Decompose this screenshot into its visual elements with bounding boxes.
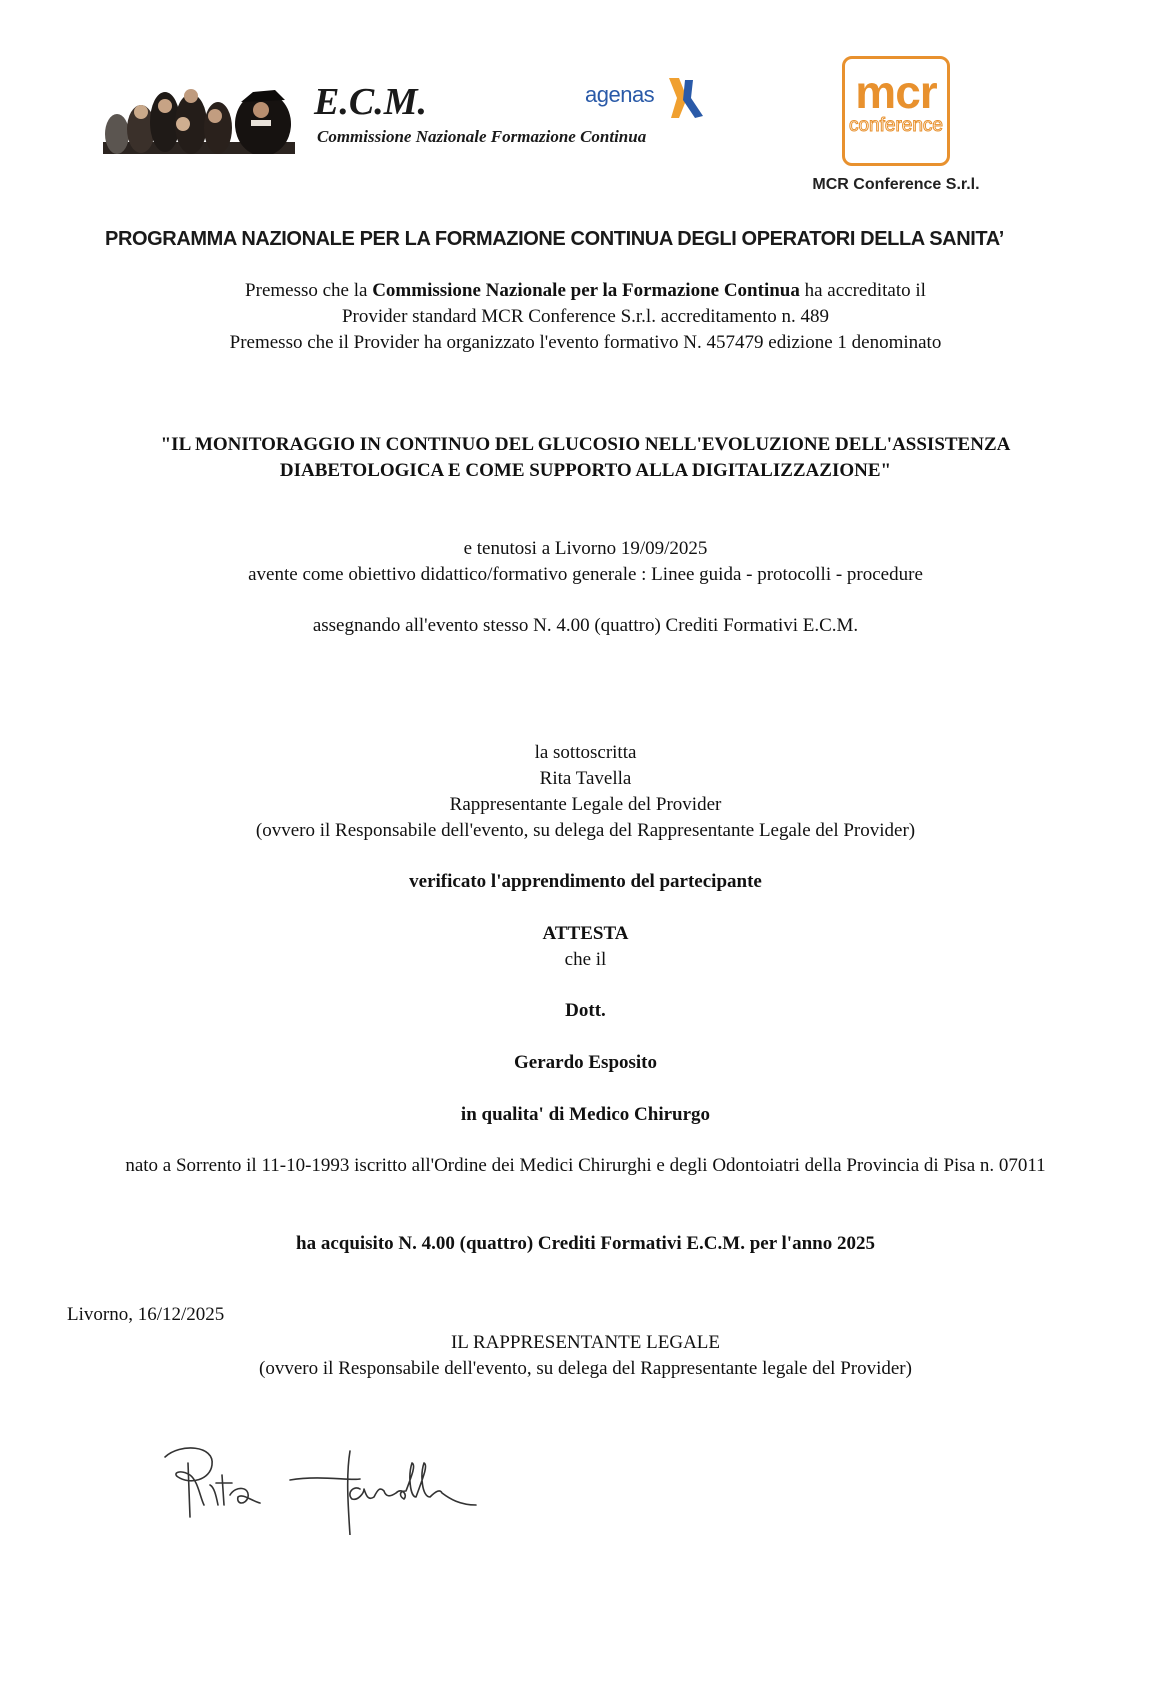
credits-acquired: ha acquisito N. 4.00 (quattro) Crediti Formativi E.C.M. per l'anno 2025 <box>296 1233 875 1254</box>
intro-line-1 <box>0 279 1171 303</box>
che-il: che il <box>564 949 607 970</box>
program-title: PROGRAMMA NAZIONALE PER LA FORMAZIONE CONTINUA DEGLI OPERATORI DELLA SANITA’ <box>105 228 1004 250</box>
signature <box>160 1435 480 1540</box>
verified-text: verificato l'apprendimento del partecipante <box>409 871 762 892</box>
intro-line-3: Premesso che il Provider ha organizzato l'evento formativo N. 457479 edizione 1 denominato <box>229 332 942 353</box>
signatory-intro: la sottoscritta <box>534 742 637 763</box>
intro-text: ha accreditato il <box>799 280 926 301</box>
legal-rep-note: (ovvero il Responsabile dell'evento, su delega del Rappresentante legale del Provider) <box>259 1358 912 1379</box>
ecm-figures-logo <box>103 84 295 154</box>
participant-title: Dott. <box>565 1000 606 1021</box>
participant-name: Gerardo Esposito <box>513 1052 658 1073</box>
legal-rep-heading: IL RAPPRESENTANTE LEGALE <box>450 1332 721 1353</box>
signatory-role: Rappresentante Legale del Provider <box>449 794 722 815</box>
ecm-subtitle: Commissione Nazionale Formazione Continua <box>317 127 647 146</box>
ecm-logo-text: E.C.M. <box>314 81 427 123</box>
mcr-logo-bottom: conference <box>848 115 943 136</box>
participant-qualification: in qualita' di Medico Chirurgo <box>460 1104 711 1125</box>
participant-details: nato a Sorrento il 11-10-1993 iscritto all'Ordine dei Medici Chirurghi e degli Odontoiatri della Provincia di Pisa n. 07011 <box>125 1155 1046 1176</box>
event-title-line-2: DIABETOLOGICA E COME SUPPORTO ALLA DIGITALIZZAZIONE" <box>279 460 892 481</box>
event-objective: avente come obiettivo didattico/formativo generale : Linee guida - protocolli - procedure <box>248 564 923 585</box>
intro-text: Premesso che la <box>245 280 373 301</box>
place-date: Livorno, 16/12/2025 <box>67 1304 225 1325</box>
event-held: e tenutosi a Livorno 19/09/2025 <box>463 538 708 559</box>
event-credits: assegnando all'evento stesso N. 4.00 (quattro) Crediti Formativi E.C.M. <box>312 615 859 636</box>
attests-heading: ATTESTA <box>542 923 629 944</box>
signatory-delegate: (ovvero il Responsabile dell'evento, su delega del Rappresentante Legale del Provider) <box>255 820 916 841</box>
signatory-name: Rita Tavella <box>539 768 632 789</box>
agenas-mark-icon <box>665 78 705 120</box>
mcr-caption: MCR Conference S.r.l. <box>812 176 980 193</box>
commission-name: Commissione Nazionale per la Formazione Continua <box>372 280 800 301</box>
mcr-logo-top: mcr <box>855 66 937 118</box>
event-title-line-1: "IL MONITORAGGIO IN CONTINUO DEL GLUCOSIO NELL'EVOLUZIONE DELL'ASSISTENZA <box>160 434 1011 455</box>
intro-line-2: Provider standard MCR Conference S.r.l. accreditamento n. 489 <box>341 306 829 327</box>
agenas-logo-text: agenas <box>585 82 655 107</box>
agenas-logo <box>585 78 710 122</box>
mcr-conference-logo <box>842 56 950 166</box>
